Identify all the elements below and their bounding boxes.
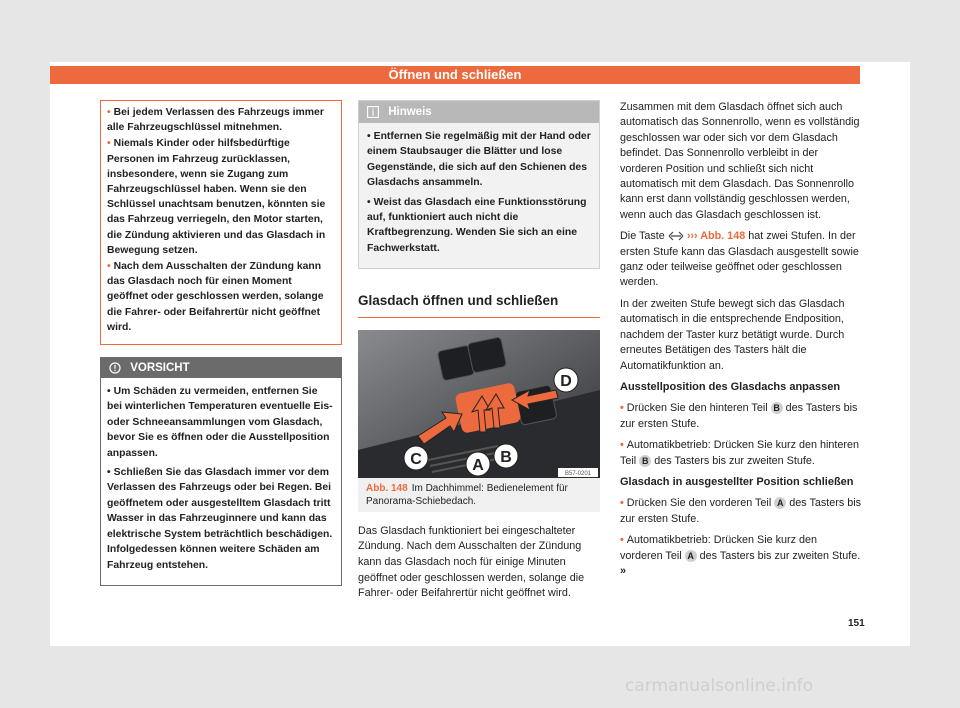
subheading: Glasdach in ausgestellter Position schließen [620, 475, 854, 488]
bullet-icon: • [107, 261, 111, 273]
instruction-bullet: • Drücken Sie den vorderen Teil A des Tasters bis zur ersten Stufe. [620, 497, 862, 525]
info-icon [367, 106, 379, 118]
figure-caption-text: Im Dachhimmel: Bedienelement für Panorama-Schiebedach. [366, 482, 568, 507]
caution-bullet: • Um Schäden zu vermeiden, entfernen Sie bei winterlichen Temperaturen eventuelle Eis- oder Schneeansammlungen vom Glasdach, bevor Sie es öffnen oder die Ausstellposition anpassen. [107, 386, 333, 459]
column-middle [358, 100, 600, 602]
warning-bullet: • Bei jedem Verlassen des Fahrzeugs immer alle Fahrzeugschlüssel mitnehmen. [107, 107, 324, 134]
bullet-icon: • [107, 107, 111, 118]
caution-header [101, 358, 341, 378]
figure-ref: Abb. 148 [366, 482, 408, 494]
figure-label-d: D [560, 372, 572, 390]
column-left [100, 100, 342, 586]
badge-b: B [771, 402, 783, 414]
badge-b: B [639, 455, 651, 467]
warning-bullet: • Niemals Kinder oder hilfsbedürftige Personen im Fahrzeug zurücklassen, insbesondere, wenn sie Zugang zum Fahrzeugschlüssel haben. Wenn sie den Schlüssel unachtsam benutzen, könnten sie das Fahrzeug verriegeln, den Motor starten, die Zündung aktivieren und das Glasdach in Bewegung setzen. [107, 138, 326, 256]
figure-caption [358, 478, 600, 512]
note-body [359, 123, 599, 268]
instruction-bullet: • Drücken Sie den hinteren Teil B des Tasters bis zur ersten Stufe. [620, 402, 858, 430]
page-header: Öffnen und schließen [50, 66, 860, 84]
instruction-bullet: • Automatikbetrieb: Drücken Sie kurz den hinteren Teil B des Tasters bis zur zweiten Stufe. [620, 439, 860, 467]
note-title: Hinweis [388, 106, 432, 118]
continue-icon: » [620, 564, 627, 577]
instruction-bullet: • Automatikbetrieb: Drücken Sie kurz den vorderen Teil A des Tasters bis zur zweiten Stufe. » [620, 534, 861, 577]
badge-a: A [685, 550, 697, 562]
bullet-icon: • [107, 138, 111, 150]
body-paragraph: Zusammen mit dem Glasdach öffnet sich auch automatisch das Sonnenrollo, wenn es vollständig geschlossen war oder sich vor dem Glasdach befindet. Das Sonnenrollo verbleibt in der vorderen Position und schließt sich nicht automatisch mit dem Glasdach. Das Sonnenrollo kann erst dann vollständig geschlossen werden, wenn auch das Glasdach geschlossen ist. [620, 101, 860, 221]
note-box [358, 100, 600, 269]
figure-code: B57-0201 [564, 470, 592, 477]
figure-roof-control [358, 330, 600, 478]
warning-box [100, 100, 342, 345]
note-header [359, 101, 599, 123]
page-number: 151 [848, 618, 865, 629]
note-bullet: • Weist das Glasdach eine Funktionsstörung auf, funktioniert auch nicht die Kraftbegrenzung. Wenden Sie sich an eine Fachwerkstatt. [367, 196, 587, 254]
figure-label-c: C [410, 450, 422, 468]
watermark: carmanualsonline.info [625, 676, 814, 696]
section-title: Glasdach öffnen und schließen [358, 293, 600, 318]
caution-icon [109, 362, 121, 374]
figure-link[interactable]: ››› Abb. 148 [686, 230, 746, 243]
badge-a: A [774, 497, 786, 509]
column-right [620, 100, 862, 585]
warning-bullet: • Nach dem Ausschalten der Zündung kann das Glasdach noch für einen Moment geöffnet oder geschlossen werden, solange die Fahrer- oder Beifahrertür nicht geöffnet wird. [107, 261, 324, 333]
subheading: Ausstellposition des Glasdachs anpassen [620, 380, 841, 393]
caution-box [100, 357, 342, 586]
caution-bullet: • Schließen Sie das Glasdach immer vor dem Verlassen des Fahrzeugs oder bei Regen. Bei geöffnetem oder ausgestelltem Glasdach tritt Wasser in das Fahrzeuginnere und kann das elektrische System beträchtlich beschädigen. Infolgedessen können weitere Schäden am Fahrzeug entstehen. [107, 467, 333, 571]
caution-body [101, 378, 341, 585]
figure-label-a: A [472, 456, 484, 474]
body-paragraph: In der zweiten Stufe bewegt sich das Glasdach automatisch in die entsprechende Endposition, nachdem der Taster kurz betätigt wurde. Durch erneutes Betätigen des Tasters hält die Automatikfunktion an. [620, 297, 845, 372]
body-paragraph: Die Taste ››› Abb. 148 hat zwei Stufen. In der ersten Stufe kann das Glasdach ausgestellt sowie ganz oder teilweise geöffnet oder geschlossen werden. [620, 230, 859, 289]
body-paragraph: Das Glasdach funktioniert bei eingeschalteter Zündung. Nach dem Ausschalten der Zündung kann das Glasdach noch für einige Minuten geöffnet oder geschlossen werden, solange die Fahrer- oder Beifahrertür nicht geöffnet wird. [358, 524, 585, 600]
caution-title: VORSICHT [130, 362, 190, 375]
note-bullet: • Entfernen Sie regelmäßig mit der Hand oder einem Staubsauger die Blätter und lose Gegenstände, die sich auf den Schienen des Glasdachs ansammeln. [367, 131, 591, 189]
roof-button-icon [668, 231, 684, 241]
roof-control-illustration [358, 330, 600, 478]
figure-label-b: B [500, 448, 512, 466]
